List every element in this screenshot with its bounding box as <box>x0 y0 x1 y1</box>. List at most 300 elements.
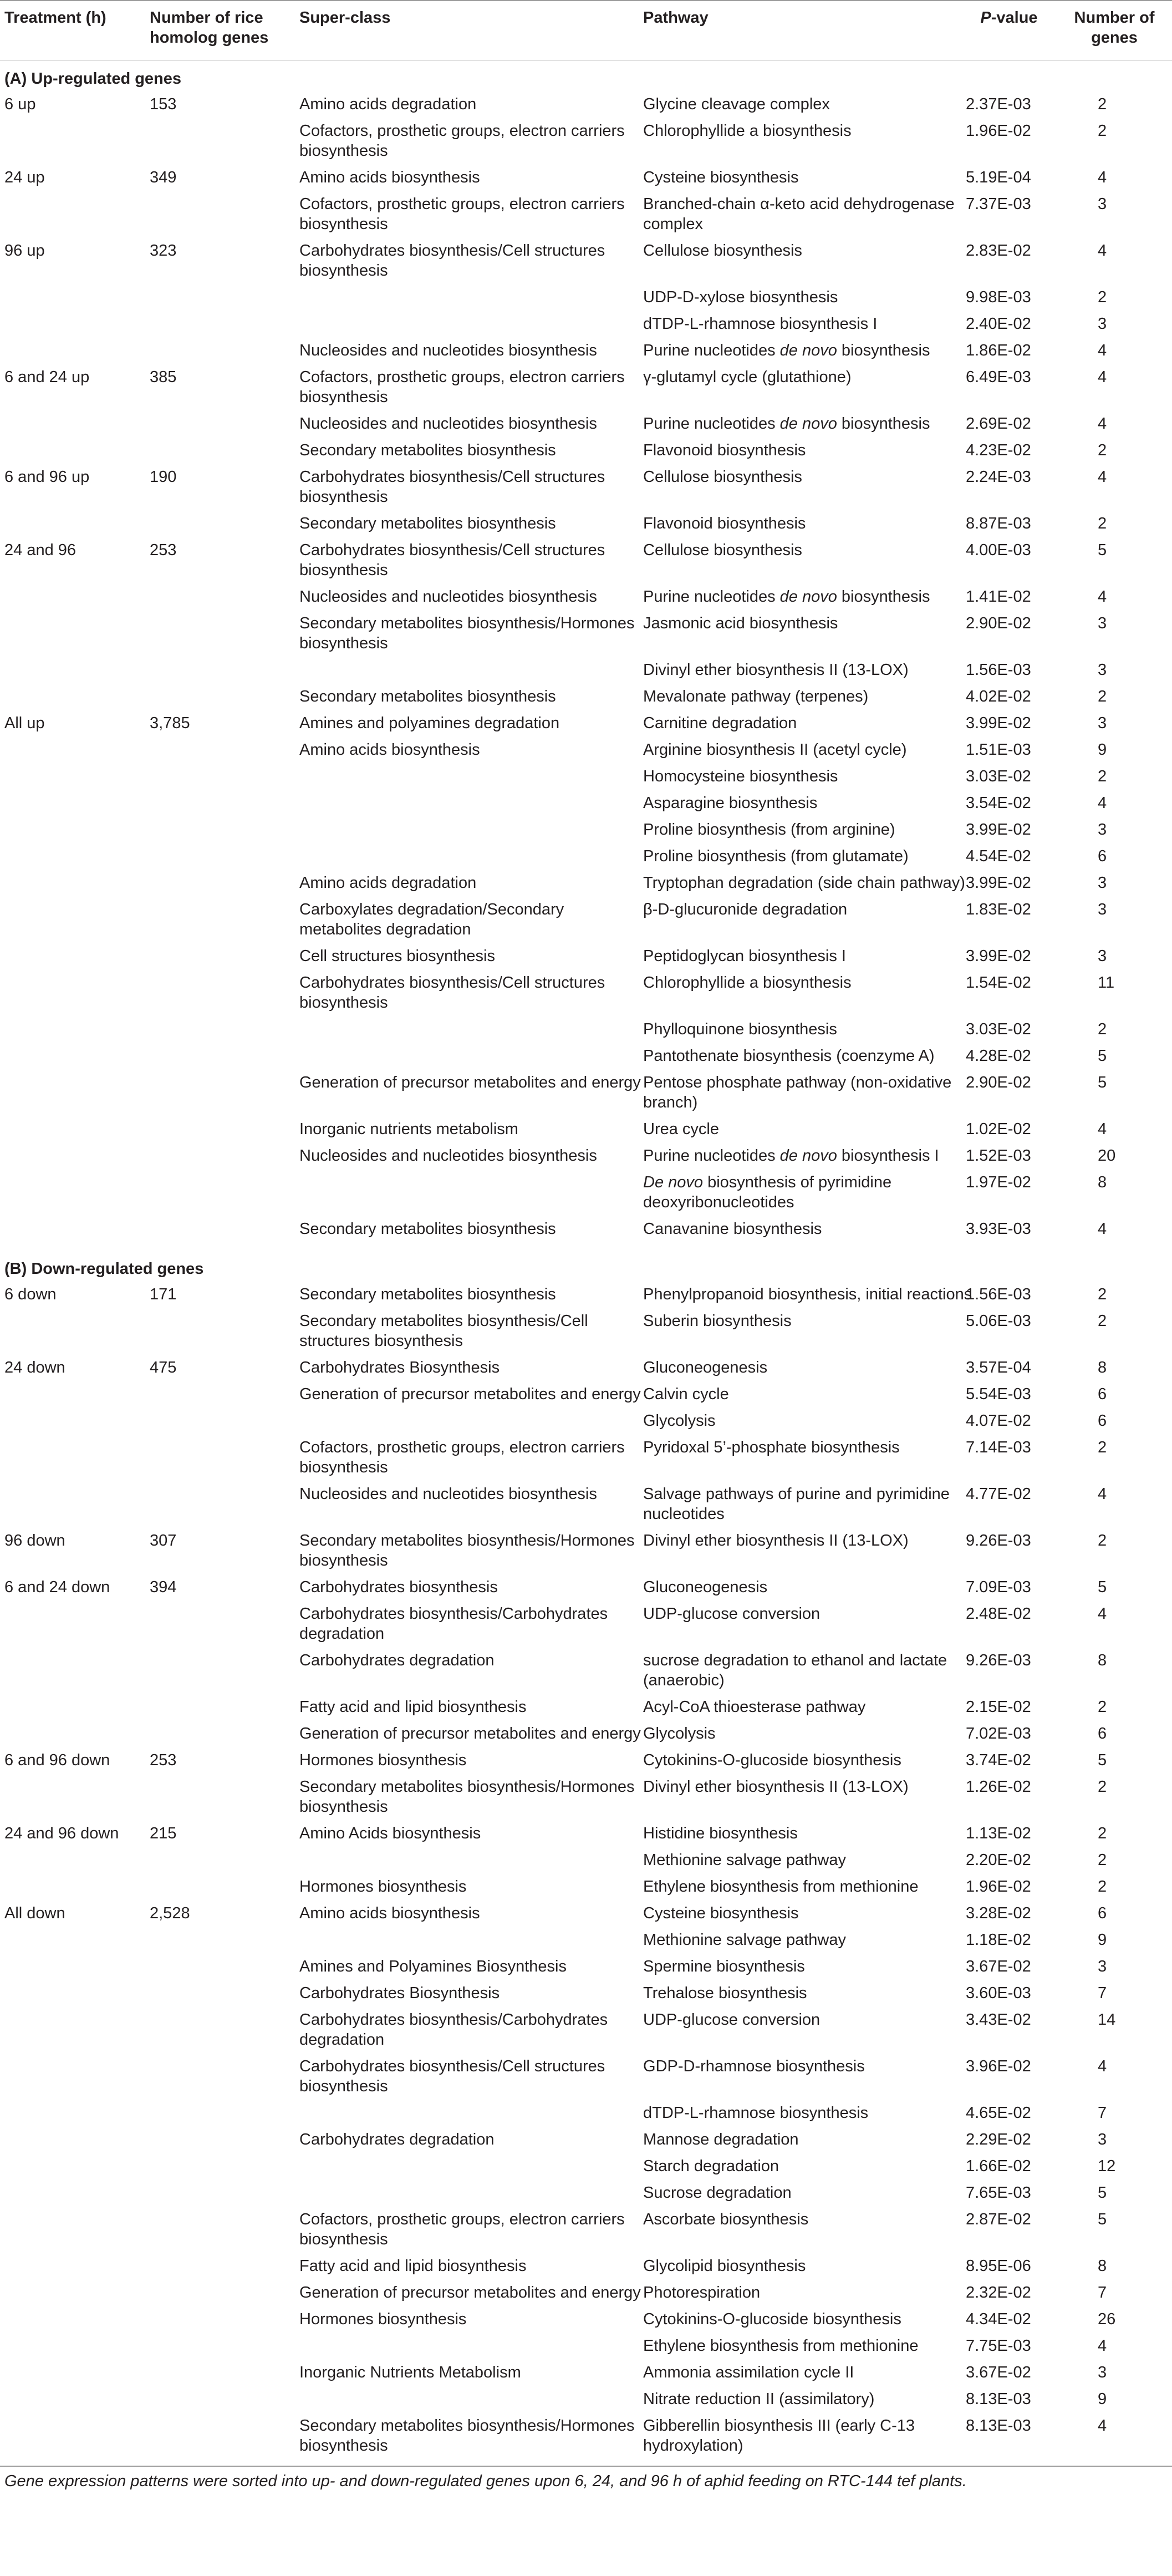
genes-count-cell: 2 <box>1098 1825 1107 1842</box>
genes-count-cell: 3 <box>1098 901 1107 918</box>
genes-count-cell: 4 <box>1098 588 1107 606</box>
genes-count-cell: 6 <box>1098 847 1107 865</box>
gene-count-cell: 307 <box>150 1532 177 1549</box>
pvalue-cell: 1.02E-02 <box>966 1120 1031 1138</box>
pathway-cell: Carnitine degradation <box>643 714 797 732</box>
pathway-cell-line1: sucrose degradation to ethanol and lactate <box>643 1652 947 1669</box>
gene-count-cell: 190 <box>150 468 177 486</box>
superclass-cell-line1: Carbohydrates biosynthesis/Carbohydrates <box>299 2011 608 2029</box>
pathway-cell: Ethylene biosynthesis from methionine <box>643 1878 919 1896</box>
header-pathway: Pathway <box>643 9 709 27</box>
superclass-cell-line1: Carbohydrates biosynthesis/Cell structures <box>299 2057 605 2075</box>
pvalue-cell: 3.03E-02 <box>966 768 1031 785</box>
superclass-cell-line1: Carbohydrates biosynthesis/Cell structures <box>299 974 605 992</box>
pathway-cell: Nitrate reduction II (assimilatory) <box>643 2390 875 2408</box>
header-count-line1: Number of <box>1074 9 1155 27</box>
superclass-cell: Fatty acid and lipid biosynthesis <box>299 2257 527 2275</box>
superclass-cell-line2: biosynthesis <box>299 1552 388 1569</box>
pathway-italic: de novo <box>779 415 837 433</box>
pathway-cell: Gluconeogenesis <box>643 1578 768 1596</box>
treatment-cell: 24 and 96 <box>4 541 77 559</box>
genes-count-cell: 11 <box>1098 974 1115 992</box>
pathway-cell: Proline biosynthesis (from arginine) <box>643 821 895 839</box>
pathway-cell: dTDP-L-rhamnose biosynthesis I <box>643 315 878 333</box>
genes-count-cell: 3 <box>1098 614 1107 632</box>
genes-count-cell: 7 <box>1098 2284 1107 2301</box>
genes-count-cell: 5 <box>1098 1074 1107 1091</box>
gene-count-cell: 3,785 <box>150 714 190 732</box>
pvalue-cell: 3.43E-02 <box>966 2011 1031 2029</box>
pathway-cell: Purine nucleotides de novo biosynthesis I <box>643 1147 939 1165</box>
pathway-cell: Pyridoxal 5’-phosphate biosynthesis <box>643 1439 900 1456</box>
pvalue-cell: 7.14E-03 <box>966 1439 1031 1456</box>
superclass-cell-line2: biosynthesis <box>299 561 388 579</box>
pathway-cell: Cytokinins-O-glucoside biosynthesis <box>643 1751 901 1769</box>
gene-count-cell: 394 <box>150 1578 177 1596</box>
pathway-cell: Glycolipid biosynthesis <box>643 2257 806 2275</box>
header-treatment: Treatment (h) <box>4 9 106 27</box>
pathway-cell: Glycolysis <box>643 1725 716 1742</box>
genes-count-cell: 2 <box>1098 515 1107 532</box>
pvalue-cell: 3.03E-02 <box>966 1020 1031 1038</box>
genes-count-cell: 3 <box>1098 947 1107 965</box>
genes-count-cell: 2 <box>1098 288 1107 306</box>
genes-count-cell: 20 <box>1098 1147 1116 1165</box>
pvalue-cell: 3.96E-02 <box>966 2057 1031 2075</box>
genes-count-cell: 2 <box>1098 688 1107 705</box>
pathway-cell: Mevalonate pathway (terpenes) <box>643 688 869 705</box>
gene-count-cell: 475 <box>150 1359 177 1376</box>
pathway-cell: Jasmonic acid biosynthesis <box>643 614 838 632</box>
superclass-cell-line2: biosynthesis <box>299 488 388 506</box>
superclass-cell: Nucleosides and nucleotides biosynthesis <box>299 415 597 433</box>
pathway-cell: Asparagine biosynthesis <box>643 794 818 812</box>
gene-count-cell: 2,528 <box>150 1904 190 1922</box>
pvalue-cell: 8.95E-06 <box>966 2257 1031 2275</box>
superclass-cell: Hormones biosynthesis <box>299 1878 467 1896</box>
pvalue-cell: 3.57E-04 <box>966 1359 1031 1376</box>
pvalue-cell: 1.54E-02 <box>966 974 1031 992</box>
pathway-cell: Photorespiration <box>643 2284 761 2301</box>
pathway-cell: Suberin biosynthesis <box>643 1312 792 1330</box>
superclass-cell-line2: biosynthesis <box>299 215 388 233</box>
pathway-cell: Calvin cycle <box>643 1385 729 1403</box>
pathway-italic: de novo <box>779 342 837 359</box>
superclass-cell-line2: biosynthesis <box>299 2230 388 2248</box>
genes-count-cell: 2 <box>1098 1286 1107 1303</box>
pathway-cell: Starch degradation <box>643 2157 779 2175</box>
genes-count-cell: 3 <box>1098 1958 1107 1975</box>
pathway-cell-line1: Salvage pathways of purine and pyrimidine <box>643 1485 950 1503</box>
genes-count-cell: 2 <box>1098 1851 1107 1869</box>
superclass-cell-line1: Cofactors, prosthetic groups, electron carriers <box>299 1439 625 1456</box>
superclass-cell-line1: Secondary metabolites biosynthesis/Hormones <box>299 1532 635 1549</box>
pathway-cell: Cellulose biosynthesis <box>643 468 802 486</box>
pathway-cell: Canavanine biosynthesis <box>643 1220 822 1238</box>
superclass-cell: Nucleosides and nucleotides biosynthesis <box>299 1147 597 1165</box>
gene-count-cell: 215 <box>150 1825 177 1842</box>
treatment-cell: 96 down <box>4 1532 65 1549</box>
pvalue-cell: 1.26E-02 <box>966 1778 1031 1796</box>
bottom-rule <box>0 2466 1172 2467</box>
superclass-cell: Amino acids biosynthesis <box>299 741 480 759</box>
pvalue-cell: 1.86E-02 <box>966 342 1031 359</box>
pathway-cell: Methionine salvage pathway <box>643 1931 846 1949</box>
genes-count-cell: 2 <box>1098 1878 1107 1896</box>
pathway-cell-line2: complex <box>643 215 703 233</box>
superclass-cell-line1: Carbohydrates biosynthesis/Cell structures <box>299 242 605 260</box>
pathway-cell-line1: Branched-chain α-keto acid dehydrogenase <box>643 195 955 213</box>
superclass-cell-line1: Cofactors, prosthetic groups, electron carriers <box>299 368 625 386</box>
pvalue-cell: 3.99E-02 <box>966 821 1031 839</box>
superclass-cell-line2: degradation <box>299 2031 385 2049</box>
genes-count-cell: 3 <box>1098 661 1107 679</box>
pvalue-cell: 2.83E-02 <box>966 242 1031 260</box>
superclass-cell-line1: Carboxylates degradation/Secondary <box>299 901 564 918</box>
superclass-cell-line2: biosynthesis <box>299 1798 388 1816</box>
genes-count-cell: 3 <box>1098 821 1107 839</box>
genes-count-cell: 3 <box>1098 195 1107 213</box>
pvalue-cell: 1.96E-02 <box>966 1878 1031 1896</box>
genes-count-cell: 5 <box>1098 2211 1107 2228</box>
superclass-cell: Secondary metabolites biosynthesis <box>299 688 556 705</box>
pvalue-cell: 7.75E-03 <box>966 2337 1031 2355</box>
genes-count-cell: 3 <box>1098 714 1107 732</box>
pvalue-cell: 4.77E-02 <box>966 1485 1031 1503</box>
superclass-cell: Secondary metabolites biosynthesis <box>299 1220 556 1238</box>
table-caption: Gene expression patterns were sorted into up- and down-regulated genes upon 6, 24, and 96 h of aphid feeding on RTC-144 tef plants. <box>4 2472 967 2490</box>
superclass-cell: Amino acids degradation <box>299 874 477 892</box>
genes-count-cell: 4 <box>1098 794 1107 812</box>
genes-count-cell: 4 <box>1098 342 1107 359</box>
genes-count-cell: 6 <box>1098 1385 1107 1403</box>
pathway-cell: Trehalose biosynthesis <box>643 1984 807 2002</box>
superclass-cell: Hormones biosynthesis <box>299 2310 467 2328</box>
treatment-cell: 96 up <box>4 242 45 260</box>
gene-count-cell: 385 <box>150 368 177 386</box>
pvalue-cell: 3.67E-02 <box>966 1958 1031 1975</box>
treatment-cell: 6 and 24 up <box>4 368 90 386</box>
pathway-cell: Sucrose degradation <box>643 2184 792 2202</box>
genes-count-cell: 3 <box>1098 2131 1107 2148</box>
superclass-cell-line2: structures biosynthesis <box>299 1332 463 1350</box>
pathway-cell: Cysteine biosynthesis <box>643 1904 799 1922</box>
header-pvalue <box>965 8 1053 28</box>
pvalue-cell: 2.15E-02 <box>966 1698 1031 1716</box>
header-superclass: Super-class <box>299 9 391 27</box>
pathway-cell: Homocysteine biosynthesis <box>643 768 838 785</box>
genes-count-cell: 4 <box>1098 169 1107 186</box>
genes-count-cell: 7 <box>1098 2104 1107 2122</box>
genes-count-cell: 2 <box>1098 1439 1107 1456</box>
pathway-cell: Cytokinins-O-glucoside biosynthesis <box>643 2310 901 2328</box>
genes-count-cell: 4 <box>1098 242 1107 260</box>
superclass-cell: Carbohydrates degradation <box>299 2131 495 2148</box>
gene-count-cell: 253 <box>150 541 177 559</box>
pvalue-cell: 2.69E-02 <box>966 415 1031 433</box>
treatment-cell: 6 and 96 down <box>4 1751 110 1769</box>
pvalue-cell: 3.99E-02 <box>966 947 1031 965</box>
genes-count-cell: 2 <box>1098 1532 1107 1549</box>
pvalue-cell: 2.48E-02 <box>966 1605 1031 1623</box>
genes-count-cell: 2 <box>1098 1312 1107 1330</box>
superclass-cell-line1: Secondary metabolites biosynthesis/Hormones <box>299 614 635 632</box>
superclass-cell-line1: Carbohydrates biosynthesis/Carbohydrates <box>299 1605 608 1623</box>
pvalue-cell: 2.29E-02 <box>966 2131 1031 2148</box>
top-rule <box>0 0 1172 1</box>
treatment-cell: All up <box>4 714 45 732</box>
pvalue-cell: 2.87E-02 <box>966 2211 1031 2228</box>
pathway-cell: Divinyl ether biosynthesis II (13-LOX) <box>643 1778 909 1796</box>
pathway-italic: De novo <box>643 1173 704 1191</box>
pathway-cell: Methionine salvage pathway <box>643 1851 846 1869</box>
pathway-cell: Purine nucleotides de novo biosynthesis <box>643 588 930 606</box>
genes-count-cell: 6 <box>1098 1725 1107 1742</box>
genes-count-cell: 9 <box>1098 2390 1107 2408</box>
pvalue-cell: 1.41E-02 <box>966 588 1031 606</box>
genes-count-cell: 2 <box>1098 441 1107 459</box>
superclass-cell-line2: biosynthesis <box>299 2077 388 2095</box>
pvalue-cell: 1.52E-03 <box>966 1147 1031 1165</box>
treatment-cell: 6 down <box>4 1286 57 1303</box>
pvalue-cell: 1.96E-02 <box>966 122 1031 140</box>
pvalue-cell: 4.00E-03 <box>966 541 1031 559</box>
pathway-cell: Arginine biosynthesis II (acetyl cycle) <box>643 741 907 759</box>
pathway-cell: Flavonoid biosynthesis <box>643 441 806 459</box>
superclass-cell-line2: biosynthesis <box>299 388 388 406</box>
header-count-line2: genes <box>1091 29 1138 47</box>
pvalue-cell: 2.37E-03 <box>966 95 1031 113</box>
genes-count-cell: 4 <box>1098 415 1107 433</box>
superclass-cell: Generation of precursor metabolites and energy <box>299 1385 641 1403</box>
pathway-cell-line2: hydroxylation) <box>643 2437 743 2455</box>
pathway-cell: Glycine cleavage complex <box>643 95 830 113</box>
pathway-cell: Gluconeogenesis <box>643 1359 768 1376</box>
genes-count-cell: 9 <box>1098 741 1107 759</box>
header-number-genes-line2: homolog genes <box>150 29 269 47</box>
pvalue-cell: 9.26E-03 <box>966 1652 1031 1669</box>
gene-count-cell: 171 <box>150 1286 177 1303</box>
pathway-cell: Ethylene biosynthesis from methionine <box>643 2337 919 2355</box>
pvalue-cell: 1.18E-02 <box>966 1931 1031 1949</box>
superclass-cell: Generation of precursor metabolites and energy <box>299 1074 641 1091</box>
pathway-cell: UDP-glucose conversion <box>643 1605 821 1623</box>
pathway-cell-line2: nucleotides <box>643 1505 725 1523</box>
genes-count-cell: 5 <box>1098 1047 1107 1065</box>
pvalue-cell: 3.54E-02 <box>966 794 1031 812</box>
superclass-cell: Carbohydrates Biosynthesis <box>299 1984 500 2002</box>
pvalue-cell: 7.09E-03 <box>966 1578 1031 1596</box>
pvalue-cell: 3.28E-02 <box>966 1904 1031 1922</box>
pvalue-cell: 5.54E-03 <box>966 1385 1031 1403</box>
superclass-cell: Cell structures biosynthesis <box>299 947 495 965</box>
treatment-cell: 6 and 96 up <box>4 468 90 486</box>
genes-count-cell: 4 <box>1098 1220 1107 1238</box>
treatment-cell: 24 down <box>4 1359 65 1376</box>
pathway-cell: Ammonia assimilation cycle II <box>643 2364 854 2381</box>
genes-count-cell: 5 <box>1098 541 1107 559</box>
pvalue-cell: 5.19E-04 <box>966 169 1031 186</box>
pvalue-cell: 1.66E-02 <box>966 2157 1031 2175</box>
pvalue-cell: 7.37E-03 <box>966 195 1031 213</box>
treatment-cell: 24 up <box>4 169 45 186</box>
superclass-cell-line1: Cofactors, prosthetic groups, electron carriers <box>299 2211 625 2228</box>
genes-count-cell: 2 <box>1098 95 1107 113</box>
pathway-cell: Mannose degradation <box>643 2131 799 2148</box>
superclass-cell-line2: biosynthesis <box>299 142 388 160</box>
pathway-cell: Cellulose biosynthesis <box>643 541 802 559</box>
pvalue-cell: 1.51E-03 <box>966 741 1031 759</box>
treatment-cell: 6 up <box>4 95 36 113</box>
genes-count-cell: 4 <box>1098 2417 1107 2435</box>
treatment-cell: All down <box>4 1904 65 1922</box>
pvalue-cell: 1.56E-03 <box>966 1286 1031 1303</box>
superclass-cell-line1: Cofactors, prosthetic groups, electron carriers <box>299 195 625 213</box>
pathway-cell: Spermine biosynthesis <box>643 1958 805 1975</box>
genes-count-cell: 8 <box>1098 2257 1107 2275</box>
pathway-cell: Purine nucleotides de novo biosynthesis <box>643 415 930 433</box>
genes-count-cell: 2 <box>1098 1020 1107 1038</box>
pvalue-cell: 7.02E-03 <box>966 1725 1031 1742</box>
superclass-cell-line2: biosynthesis <box>299 262 388 280</box>
genes-count-cell: 3 <box>1098 874 1107 892</box>
genes-count-cell: 26 <box>1098 2310 1116 2328</box>
pvalue-cell: 1.56E-03 <box>966 661 1031 679</box>
gene-count-cell: 349 <box>150 169 177 186</box>
superclass-cell-line2: biosynthesis <box>299 994 388 1012</box>
superclass-cell-line1: Secondary metabolites biosynthesis/Cell <box>299 1312 588 1330</box>
pathway-cell: Phylloquinone biosynthesis <box>643 1020 837 1038</box>
genes-count-cell: 6 <box>1098 1904 1107 1922</box>
pvalue-cell: 6.49E-03 <box>966 368 1031 386</box>
pathway-cell-line2: deoxyribonucleotides <box>643 1193 794 1211</box>
pathway-cell: β-D-glucuronide degradation <box>643 901 848 918</box>
superclass-cell: Secondary metabolites biosynthesis <box>299 515 556 532</box>
genes-count-cell: 9 <box>1098 1931 1107 1949</box>
pvalue-cell: 3.67E-02 <box>966 2364 1031 2381</box>
genes-count-cell: 2 <box>1098 768 1107 785</box>
pathway-cell-line1: Gibberellin biosynthesis III (early C-13 <box>643 2417 915 2435</box>
pvalue-cell: 8.13E-03 <box>966 2390 1031 2408</box>
pvalue-cell: 5.06E-03 <box>966 1312 1031 1330</box>
superclass-cell: Nucleosides and nucleotides biosynthesis <box>299 342 597 359</box>
pathway-cell-line1: De novo biosynthesis of pyrimidine <box>643 1173 892 1191</box>
section-heading: (B) Down-regulated genes <box>4 1260 204 1278</box>
pvalue-cell: 1.97E-02 <box>966 1173 1031 1191</box>
pathway-italic: de novo <box>779 1147 837 1165</box>
genes-count-cell: 8 <box>1098 1173 1107 1191</box>
pathway-cell: Chlorophyllide a biosynthesis <box>643 122 852 140</box>
pvalue-cell: 7.65E-03 <box>966 2184 1031 2202</box>
superclass-cell: Secondary metabolites biosynthesis <box>299 441 556 459</box>
superclass-cell-line1: Carbohydrates biosynthesis/Cell structures <box>299 468 605 486</box>
pathway-cell-line1: Pentose phosphate pathway (non-oxidative <box>643 1074 952 1091</box>
genes-count-cell: 4 <box>1098 1605 1107 1623</box>
pvalue-cell: 2.32E-02 <box>966 2284 1031 2301</box>
header-pvalue-rest: -value <box>991 9 1038 27</box>
pathway-cell: Chlorophyllide a biosynthesis <box>643 974 852 992</box>
superclass-cell-line1: Carbohydrates biosynthesis/Cell structures <box>299 541 605 559</box>
pvalue-cell: 4.28E-02 <box>966 1047 1031 1065</box>
pvalue-cell: 4.02E-02 <box>966 688 1031 705</box>
pvalue-cell: 1.13E-02 <box>966 1825 1031 1842</box>
pvalue-cell: 3.74E-02 <box>966 1751 1031 1769</box>
pathway-cell: Flavonoid biosynthesis <box>643 515 806 532</box>
superclass-cell: Amines and polyamines degradation <box>299 714 560 732</box>
superclass-cell: Carbohydrates Biosynthesis <box>299 1359 500 1376</box>
superclass-cell-line1: Secondary metabolites biosynthesis/Hormones <box>299 2417 635 2435</box>
pathway-cell: Divinyl ether biosynthesis II (13-LOX) <box>643 661 909 679</box>
superclass-cell: Hormones biosynthesis <box>299 1751 467 1769</box>
pathway-cell: γ-glutamyl cycle (glutathione) <box>643 368 852 386</box>
superclass-cell: Amino acids biosynthesis <box>299 1904 480 1922</box>
section-heading: (A) Up-regulated genes <box>4 70 182 88</box>
gene-count-cell: 323 <box>150 242 177 260</box>
gene-count-cell: 153 <box>150 95 177 113</box>
pathway-cell: Peptidoglycan biosynthesis I <box>643 947 846 965</box>
superclass-cell: Amino acids degradation <box>299 95 477 113</box>
superclass-cell: Amino acids biosynthesis <box>299 169 480 186</box>
pathway-cell: Pantothenate biosynthesis (coenzyme A) <box>643 1047 935 1065</box>
superclass-cell: Carbohydrates degradation <box>299 1652 495 1669</box>
genes-count-cell: 7 <box>1098 1984 1107 2002</box>
genes-count-cell: 6 <box>1098 1412 1107 1430</box>
pvalue-cell: 4.34E-02 <box>966 2310 1031 2328</box>
genes-count-cell: 5 <box>1098 1751 1107 1769</box>
pvalue-cell: 4.54E-02 <box>966 847 1031 865</box>
genes-count-cell: 4 <box>1098 468 1107 486</box>
superclass-cell-line2: biosynthesis <box>299 2437 388 2455</box>
superclass-cell-line1: Cofactors, prosthetic groups, electron carriers <box>299 122 625 140</box>
pathway-cell: Divinyl ether biosynthesis II (13-LOX) <box>643 1532 909 1549</box>
pvalue-cell: 3.93E-03 <box>966 1220 1031 1238</box>
superclass-cell: Secondary metabolites biosynthesis <box>299 1286 556 1303</box>
header-number-genes-line1: Number of rice <box>150 9 263 27</box>
pvalue-cell: 8.13E-03 <box>966 2417 1031 2435</box>
pathway-cell: Acyl-CoA thioesterase pathway <box>643 1698 866 1716</box>
pvalue-cell: 4.23E-02 <box>966 441 1031 459</box>
pathway-cell: Purine nucleotides de novo biosynthesis <box>643 342 930 359</box>
pathway-cell: Phenylpropanoid biosynthesis, initial reactions <box>643 1286 972 1303</box>
genes-count-cell: 14 <box>1098 2011 1116 2029</box>
gene-count-cell: 253 <box>150 1751 177 1769</box>
treatment-cell: 6 and 24 down <box>4 1578 110 1596</box>
superclass-cell-line2: biosynthesis <box>299 1459 388 1476</box>
superclass-cell: Amines and Polyamines Biosynthesis <box>299 1958 567 1975</box>
superclass-cell: Generation of precursor metabolites and energy <box>299 1725 641 1742</box>
treatment-cell: 24 and 96 down <box>4 1825 119 1842</box>
superclass-cell-line1: Secondary metabolites biosynthesis/Hormones <box>299 1778 635 1796</box>
pathway-cell: Glycolysis <box>643 1412 716 1430</box>
pvalue-cell: 4.07E-02 <box>966 1412 1031 1430</box>
pathway-cell: Ascorbate biosynthesis <box>643 2211 809 2228</box>
superclass-cell: Carbohydrates biosynthesis <box>299 1578 498 1596</box>
pathway-cell: Cellulose biosynthesis <box>643 242 802 260</box>
pathway-cell: Cysteine biosynthesis <box>643 169 799 186</box>
pvalue-cell: 1.83E-02 <box>966 901 1031 918</box>
superclass-cell: Amino Acids biosynthesis <box>299 1825 481 1842</box>
pvalue-cell: 3.99E-02 <box>966 714 1031 732</box>
pvalue-cell: 3.99E-02 <box>966 874 1031 892</box>
pvalue-cell: 2.90E-02 <box>966 614 1031 632</box>
pathway-cell: Histidine biosynthesis <box>643 1825 798 1842</box>
superclass-cell-line2: metabolites degradation <box>299 921 471 938</box>
genes-count-cell: 4 <box>1098 2337 1107 2355</box>
pathway-cell: UDP-glucose conversion <box>643 2011 821 2029</box>
genes-count-cell: 2 <box>1098 1698 1107 1716</box>
pathway-cell: UDP-D-xylose biosynthesis <box>643 288 838 306</box>
pvalue-cell: 8.87E-03 <box>966 515 1031 532</box>
